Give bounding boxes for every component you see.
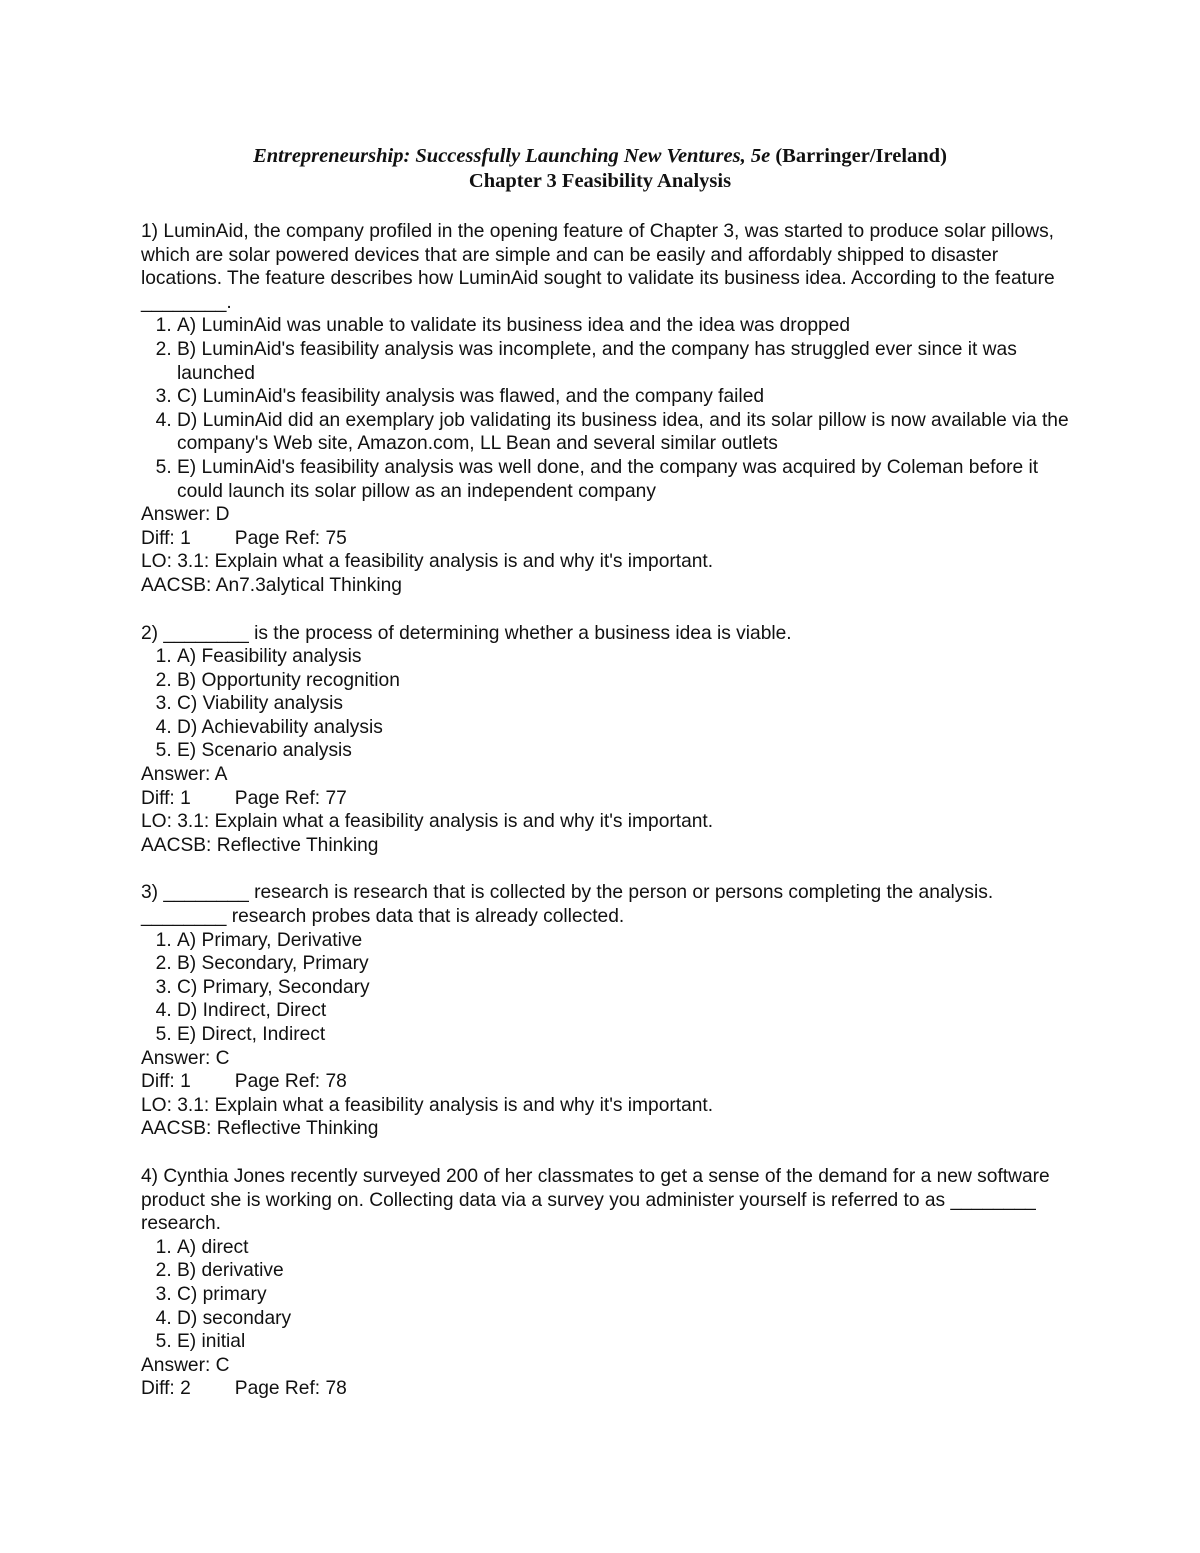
title-line <box>0 144 1200 169</box>
option: 1. A) LuminAid was unable to validate its business idea and the idea was dropped <box>177 314 1071 338</box>
answer-line: Answer: C <box>141 1354 230 1376</box>
option: 4. D) secondary <box>177 1307 1071 1331</box>
difficulty: Diff: 2 <box>141 1378 191 1400</box>
option: 3. C) LuminAid's feasibility analysis was flawed, and the company failed <box>177 385 1071 409</box>
difficulty: Diff: 1 <box>141 527 191 549</box>
diff-line <box>141 1377 1071 1401</box>
learning-objective: LO: 3.1: Explain what a feasibility analysis is and why it's important. <box>141 811 714 833</box>
option: 2. B) derivative <box>177 1259 1071 1283</box>
question-1 <box>141 220 1071 598</box>
option: 4. D) Indirect, Direct <box>177 999 1071 1023</box>
answer-options <box>141 314 1071 503</box>
aacsb-line: AACSB: An7.3alytical Thinking <box>141 574 402 596</box>
difficulty: Diff: 1 <box>141 787 191 809</box>
aacsb-line: AACSB: Reflective Thinking <box>141 1118 379 1140</box>
question-stem: 4) Cynthia Jones recently surveyed 200 of her classmates to get a sense of the demand for a new software product she is working on. Collecting data via a survey you administer yourself is referred to as ________ research. <box>141 1165 1050 1235</box>
question-stem: 3) ________ research is research that is collected by the person or persons completing the analysis. ________ research probes data that is already collected. <box>141 882 994 928</box>
option: 5. E) LuminAid's feasibility analysis was well done, and the company was acquired by Coleman before it could launch its solar pillow as an independent company <box>177 456 1071 503</box>
aacsb-line: AACSB: Reflective Thinking <box>141 834 379 856</box>
question-4 <box>141 1165 1071 1401</box>
page-ref: Page Ref: 77 <box>234 787 347 809</box>
answer-options <box>141 645 1071 763</box>
question-list <box>141 220 1071 1425</box>
page-ref: Page Ref: 75 <box>234 527 347 549</box>
option: 5. E) initial <box>177 1330 1071 1354</box>
option: 5. E) Direct, Indirect <box>177 1023 1071 1047</box>
answer-line: Answer: A <box>141 764 228 786</box>
book-title: Entrepreneurship: Successfully Launching New Ventures, 5e <box>253 145 771 167</box>
option: 2. B) Secondary, Primary <box>177 952 1071 976</box>
page-ref: Page Ref: 78 <box>234 1071 347 1093</box>
option: 5. E) Scenario analysis <box>177 739 1071 763</box>
option: 4. D) LuminAid did an exemplary job validating its business idea, and its solar pillow is now available via the company's Web site, Amazon.com, LL Bean and several similar outlets <box>177 409 1071 456</box>
answer-line: Answer: D <box>141 504 230 526</box>
answer-line: Answer: C <box>141 1047 230 1069</box>
option: 4. D) Achievability analysis <box>177 716 1071 740</box>
answer-options <box>141 929 1071 1047</box>
option: 3. C) Primary, Secondary <box>177 976 1071 1000</box>
option: 3. C) Viability analysis <box>177 692 1071 716</box>
chapter-title: Chapter 3 Feasibility Analysis <box>468 170 732 192</box>
diff-line <box>141 1070 1071 1094</box>
answer-options <box>141 1236 1071 1354</box>
page-ref: Page Ref: 78 <box>234 1378 347 1400</box>
question-2 <box>141 622 1071 858</box>
difficulty: Diff: 1 <box>141 1071 191 1093</box>
option: 3. C) primary <box>177 1283 1071 1307</box>
option: 1. A) Feasibility analysis <box>177 645 1071 669</box>
question-stem: 1) LuminAid, the company profiled in the opening feature of Chapter 3, was started to produce solar pillows, which are solar powered devices that are simple and can be easily and affordably shipped to disaster locations. The feature describes how LuminAid sought to validate its business idea. According to the feature ________. <box>141 221 1055 313</box>
diff-line <box>141 527 1071 551</box>
question-3 <box>141 881 1071 1141</box>
option: 2. B) LuminAid's feasibility analysis was incomplete, and the company has struggled ever since it was launched <box>177 338 1071 385</box>
diff-line <box>141 787 1071 811</box>
option: 2. B) Opportunity recognition <box>177 669 1071 693</box>
learning-objective: LO: 3.1: Explain what a feasibility analysis is and why it's important. <box>141 1094 714 1116</box>
question-stem: 2) ________ is the process of determining whether a business idea is viable. <box>141 622 792 644</box>
document-header <box>0 144 1200 194</box>
book-authors: (Barringer/Ireland) <box>770 145 947 167</box>
option: 1. A) Primary, Derivative <box>177 929 1071 953</box>
option: 1. A) direct <box>177 1236 1071 1260</box>
learning-objective: LO: 3.1: Explain what a feasibility analysis is and why it's important. <box>141 551 714 573</box>
